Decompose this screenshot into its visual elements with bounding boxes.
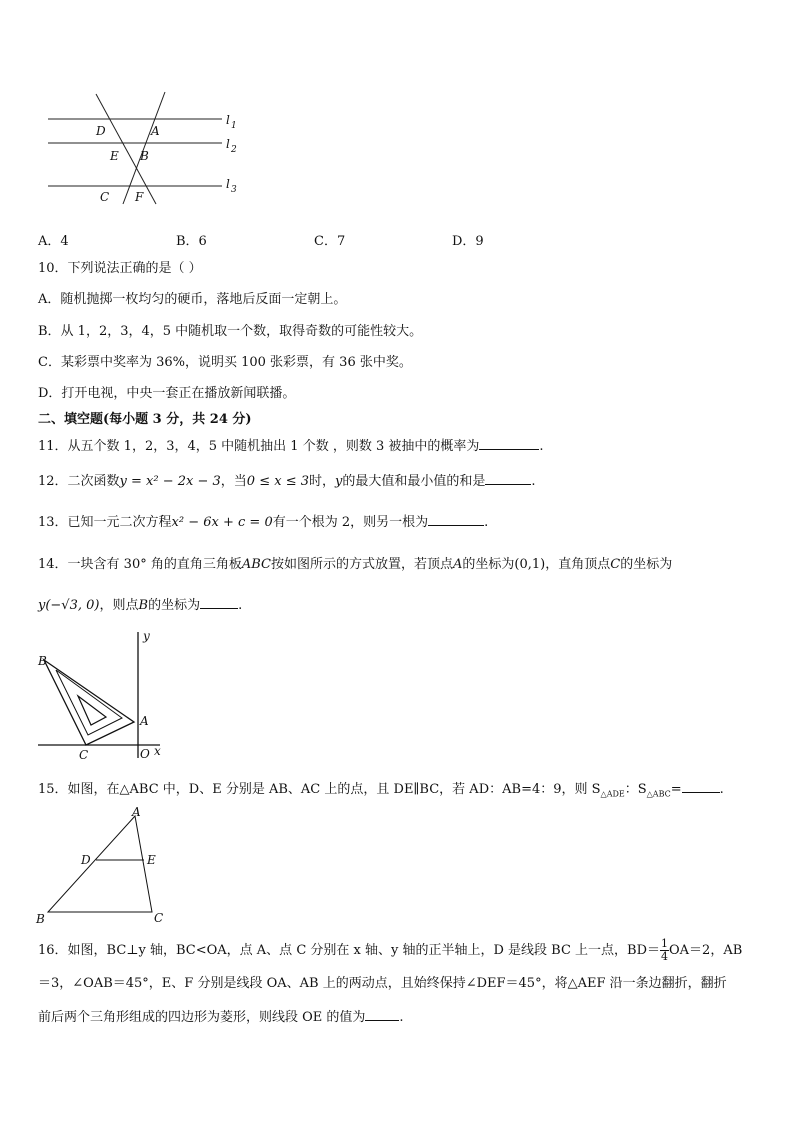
q9-option-d: D．9	[452, 234, 484, 249]
q13: 13．已知一元二次方程x² − 6x + c = 0有一个根为 2，则另一根为 .	[38, 515, 489, 530]
q9-option-b: B．6	[176, 234, 207, 249]
fraction-one-quarter: $\frac{1}{4}$	[661, 937, 669, 963]
svg-text:2: 2	[231, 145, 237, 155]
svg-text:x: x	[154, 744, 161, 758]
q15: 15．如图，在△ABC 中，D、E 分别是 AB、AC 上的点，且 DE∥BC，若 AD：AB=4：9，则 $S_{\triangle ADE}$：$S_{\triangle ABC}=$ .	[38, 782, 724, 799]
svg-text:B: B	[38, 654, 47, 668]
svg-text:F: F	[135, 190, 144, 204]
parallel-lines-figure	[40, 88, 250, 208]
svg-text:3: 3	[231, 185, 237, 195]
svg-text:B: B	[36, 912, 45, 926]
q10-stem: 10．下列说法正确的是（ ）	[38, 261, 202, 276]
q14-line2: y(−√3, 0)，则点B的坐标为 .	[38, 598, 243, 613]
svg-text:D: D	[81, 853, 91, 867]
svg-text:C: C	[100, 190, 110, 204]
section-heading: 二、填空题(每小题 3 分，共 24 分)	[38, 412, 252, 427]
svg-text:A: A	[132, 806, 141, 819]
svg-text:l: l	[226, 113, 230, 127]
q9-option-a: A．4	[38, 234, 69, 249]
q10-option-b: B．从 1，2，3，4，5 中随机取一个数，取得奇数的可能性较大。	[38, 324, 423, 339]
q16-line1: 16．如图，BC⊥y 轴，BC<OA，点 A、点 C 分别在 x 轴、y 轴的正半轴上，D 是线段 BC 上一点，BD＝ $\frac{1}{4}$ OA＝2，AB	[38, 937, 743, 963]
svg-text:C: C	[79, 748, 89, 762]
q16-line2: ＝3，∠OAB＝45°，E、F 分别是线段 OA、AB 上的两动点，且始终保持∠DEF＝45°，将△AEF 沿一条边翻折，翻折	[38, 976, 727, 991]
svg-text:A: A	[140, 714, 149, 728]
svg-text:l: l	[226, 177, 230, 191]
q10-option-a: A．随机抛掷一枚均匀的硬币，落地后反面一定朝上。	[38, 292, 347, 307]
svg-text:D: D	[96, 124, 106, 138]
q13-answer-blank[interactable]	[428, 513, 484, 526]
q12-answer-blank[interactable]	[485, 472, 531, 485]
svg-text:B: B	[140, 149, 149, 163]
q12: 12．二次函数y = x² − 2x − 3，当0 ≤ x ≤ 3时，y的最大值和最小值的和是 .	[38, 474, 536, 489]
q14-answer-blank[interactable]	[200, 596, 238, 609]
svg-text:y: y	[143, 629, 150, 643]
q14-line1: 14．一块含有 30° 角的直角三角板ABC按如图所示的方式放置，若顶点A的坐标为(0,1)，直角顶点C的坐标为	[38, 557, 673, 572]
triangle-axes-figure	[36, 628, 170, 766]
q11-answer-blank[interactable]	[479, 437, 539, 450]
triangle-de-figure	[34, 806, 174, 928]
q16-line3: 前后两个三角形组成的四边形为菱形，则线段 OE 的值为 .	[38, 1010, 404, 1025]
svg-text:C: C	[154, 911, 164, 925]
q15-answer-blank[interactable]	[682, 780, 720, 793]
q16-answer-blank[interactable]	[365, 1008, 399, 1021]
q10-option-c: C．某彩票中奖率为 36%，说明买 100 张彩票，有 36 张中奖。	[38, 355, 412, 370]
q11: 11．从五个数 1，2，3，4，5 中随机抽出 1 个数 ，则数 3 被抽中的概率为 .	[38, 439, 544, 454]
svg-text:A: A	[151, 124, 160, 138]
q9-option-c: C．7	[314, 234, 346, 249]
svg-text:l: l	[226, 137, 230, 151]
svg-text:E: E	[147, 853, 156, 867]
svg-text:1: 1	[231, 121, 237, 131]
svg-text:E: E	[110, 149, 119, 163]
q10-option-d: D．打开电视，中央一套正在播放新闻联播。	[38, 386, 296, 401]
svg-text:O: O	[140, 747, 150, 761]
